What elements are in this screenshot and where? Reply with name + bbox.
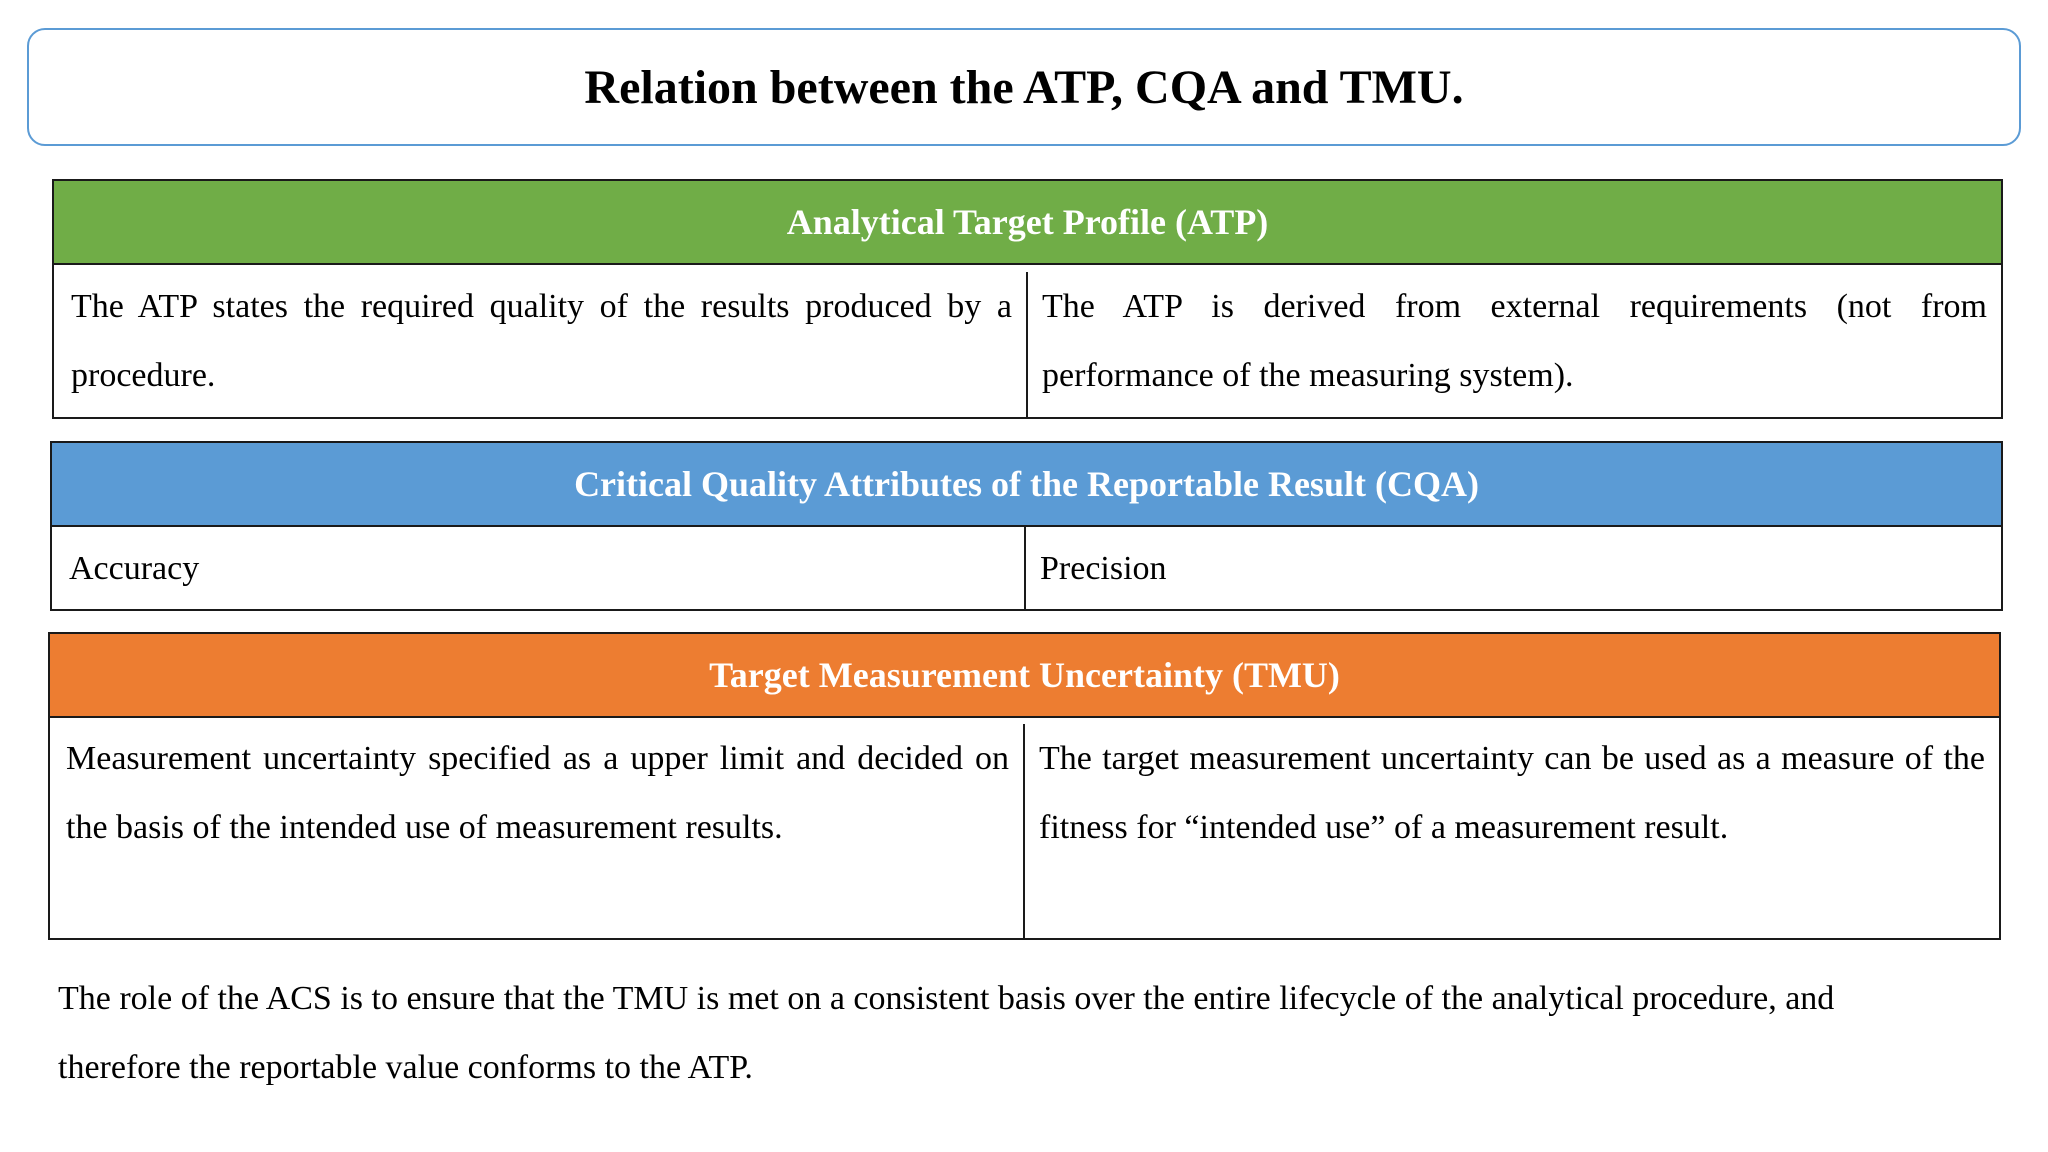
tmu-table	[48, 632, 2001, 940]
atp-left-cell: The ATP states the required quality of the results produced by a procedure.	[54, 272, 1028, 417]
atp-table	[52, 179, 2003, 419]
cqa-left-cell: Accuracy	[52, 527, 1026, 609]
footer-paragraph: The role of the ACS is to ensure that the TMU is met on a consistent basis over the entire lifecycle of the analytical procedure, and therefore the reportable value conforms to the ATP.	[58, 980, 1835, 1086]
atp-header: Analytical Target Profile (ATP)	[54, 181, 2001, 265]
cqa-header: Critical Quality Attributes of the Reportable Result (CQA)	[52, 443, 2001, 527]
page-title: Relation between the ATP, CQA and TMU.	[584, 60, 1464, 114]
cqa-row	[52, 527, 2001, 609]
tmu-header: Target Measurement Uncertainty (TMU)	[50, 634, 1999, 718]
tmu-right-cell: The target measurement uncertainty can be used as a measure of the fitness for “intended use” of a measurement result.	[1039, 740, 1985, 846]
cqa-table	[50, 441, 2003, 611]
tmu-left-cell: Measurement uncertainty specified as a upper limit and decided on the basis of the intended use of measurement results.	[50, 724, 1025, 938]
title-box	[27, 28, 2021, 146]
tmu-row	[50, 718, 1999, 938]
atp-row	[54, 265, 2001, 417]
cqa-right-cell: Precision	[1040, 549, 1167, 587]
atp-right-cell: The ATP is derived from external requirements (not from performance of the measuring system).	[1042, 288, 1987, 394]
